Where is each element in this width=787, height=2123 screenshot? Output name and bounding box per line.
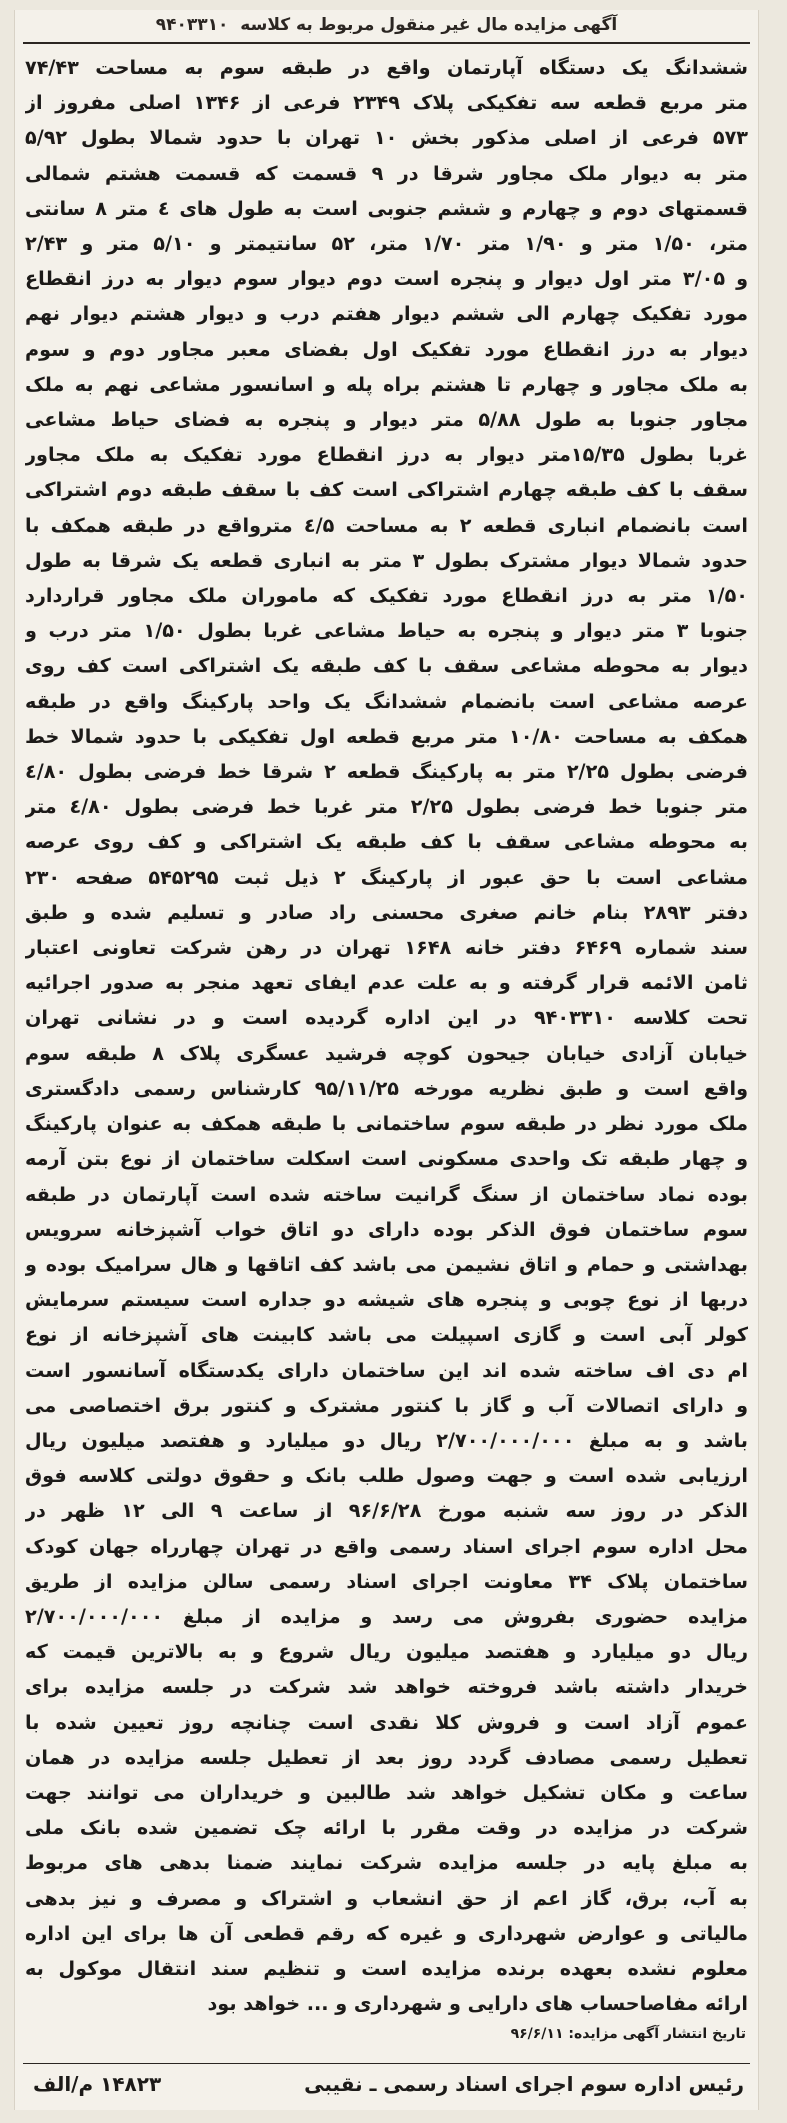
title-text: آگهی مزایده مال غیر منقول مربوط به کلاسه xyxy=(240,15,618,35)
body-line: دیوار به درز انقطاع مورد تفکیک اول بفضای معبر مجاور دوم و سوم xyxy=(25,337,748,361)
notice-page xyxy=(14,10,759,2110)
body-line: به آب، برق، گاز اعم از حق انشعاب و اشتراک و مصرف و نیز بدهی xyxy=(25,1886,748,1910)
publication-dates xyxy=(23,2025,750,2043)
body-line: ریال دو میلیارد و هفتصد میلیون ریال شروع و به بالاترین قیمت که xyxy=(25,1640,748,1664)
body-line: ارائه مفاصاحساب های دارایی و شهرداری و ... خواهد بود xyxy=(207,1992,748,2016)
body-line: متر جنوبا خط فرضی بطول ۲/۲۵ متر غربا خط فرضی بطول ٤/۸۰ متر xyxy=(25,795,748,819)
body-line: فرضی بطول ۲/۲۵ متر به پارکینگ قطعه ۲ شرقا خط فرضی بطول ٤/۸۰ xyxy=(25,760,748,784)
body-line: بهداشتی و حمام و اتاق نشیمن می باشد کف اتاقها و هال سرامیک بوده و xyxy=(25,1252,748,1276)
body-line: ملک مورد نظر در طبقه سوم ساختمانی با طبقه همکف به عنوان پارکینگ xyxy=(25,1112,748,1136)
case-number: ۹۴۰۳۳۱۰ xyxy=(155,15,229,35)
body-line: معلوم نشده بعهده برنده مزایده است و تنظیم سند انتقال موکول به xyxy=(25,1956,748,1980)
body-line: تحت کلاسه ۹۴۰۳۳۱۰ در این اداره گردیده است و در نشانی تهران xyxy=(25,1006,748,1030)
body-line: سند شماره ۶۴۶۹ دفتر خانه ۱۶۴۸ تهران در رهن شرکت تعاونی اعتبار xyxy=(25,936,748,960)
body-line: شرکت در مزایده در وقت مقرر با ارائه چک تضمین شده بانک ملی xyxy=(25,1816,748,1840)
body-line: و ۳/۰۵ متر اول دیوار و پنجره است دوم دیوار سوم دیوار به درز انقطاع xyxy=(25,267,748,291)
body-line: مجاور جنوبا به طول ۵/۸۸ متر دیوار و پنجره به فضای حیاط مشاعی xyxy=(25,408,748,432)
body-line: ثامن الائمه قرار گرفته و به علت عدم ایفای تعهد منجر به صدور اجرائیه xyxy=(25,971,748,995)
notice-title xyxy=(23,10,750,44)
body-line: تعطیل رسمی مصادف گردد روز بعد از تعطیل جلسه مزایده در همان xyxy=(25,1745,748,1769)
body-line: الذکر در روز سه شنبه مورخ ۹۶/۶/۲۸ از ساعت ۹ الی ۱۲ ظهر در xyxy=(25,1499,748,1523)
body-line: ام دی اف ساخته شده اند این ساختمان دارای یکدستگاه آسانسور است xyxy=(25,1358,748,1382)
body-line: و چهار طبقه تک واحدی مسکونی است اسکلت ساختمان از نوع بتن آرمه xyxy=(25,1147,748,1171)
body-line: متر به دیوار ملک مجاور شرقا در ۹ قسمت که قسمت هشتم شمالی xyxy=(25,161,748,185)
notice-body xyxy=(23,50,750,2021)
publish-date: تاریخ انتشار آگهی مزایده: ۹۶/۶/۱۱ xyxy=(510,2026,746,2043)
body-line: متر مربع قطعه سه تفکیکی پلاک ۲۳۴۹ فرعی از ۱۳۴۶ اصلی مفروز از xyxy=(25,91,748,115)
body-line: به ملک مجاور و چهارم تا هشتم براه پله و اسانسور مشاعی نهم به ملک xyxy=(25,372,748,396)
body-line: مزایده حضوری بفروش می رسد و مزایده از مبلغ ۲/۷۰۰/۰۰۰/۰۰۰ xyxy=(25,1604,748,1628)
body-line: دربها از نوع چوبی و پنجره های شیشه دو جداره است سیستم سرمایش xyxy=(25,1288,748,1312)
body-line: خریدار داشته باشد فروخته خواهد شد شرکت در جلسه مزایده برای xyxy=(25,1675,748,1699)
body-line: به محوطه مشاعی سقف با کف طبقه یک اشتراکی و کف روی عرصه xyxy=(25,830,748,854)
notice-footer xyxy=(23,2063,750,2104)
body-line: سقف با کف طبقه چهارم اشتراکی است کف با سقف طبقه دوم اشتراکی xyxy=(25,478,748,502)
body-line: خیابان آزادی خیابان جیحون کوچه فرشید عسگری پلاک ۸ طبقه سوم xyxy=(25,1041,748,1065)
body-line: ساختمان پلاک ۳۴ معاونت اجرای اسناد رسمی سالن مزایده از طریق xyxy=(25,1569,748,1593)
body-line: کولر آبی است و گازی اسپیلت می باشد کابینت های آشپزخانه از نوع xyxy=(25,1323,748,1347)
body-line: و دارای اتصالات آب و گاز با کنتور مشترک و کنتور برق اختصاصی می xyxy=(25,1393,748,1417)
body-line: باشد و به مبلغ ۲/۷۰۰/۰۰۰/۰۰۰ ریال دو میلیارد و هفتصد میلیون ریال xyxy=(25,1428,748,1452)
body-line: ۱/۵۰ متر به درز انقطاع مورد تفکیک که ماموران ملک مجاور قراردارد xyxy=(25,584,748,608)
signer-title: رئیس اداره سوم اجرای اسناد رسمی ـ نقیبی xyxy=(304,2072,744,2096)
body-line: متر، ۱/۵۰ متر و ۱/۹۰ متر ۱/۷۰ متر، ۵۲ سانتیمتر و ۵/۱۰ متر و ۲/۴۳ xyxy=(25,232,748,256)
body-line: عموم آزاد است و فروش کلا نقدی است چنانچه روز تعیین شده با xyxy=(25,1710,748,1734)
body-line: قسمتهای دوم و چهارم و ششم جنوبی است به طول های ٤ متر ۸ سانتی xyxy=(25,196,748,220)
body-line: دیوار به محوطه مشاعی سقف با کف طبقه یک اشتراکی است کف روی xyxy=(25,654,748,678)
body-line: است بانضمام انباری قطعه ۲ به مساحت ٤/۵ مترواقع در طبقه همکف با xyxy=(25,513,748,537)
body-line: به مبلغ پایه در جلسه مزایده شرکت نمایند ضمنا بدهی های مربوط xyxy=(25,1851,748,1875)
notice-code: ۱۴۸۲۳ م/الف xyxy=(33,2072,162,2096)
body-line: ارزیابی شده است و جهت وصول طلب بانک و حقوق دولتی کلاسه فوق xyxy=(25,1464,748,1488)
body-line: دفتر ۲۸۹۳ بنام خانم صغری محسنی راد صادر و تسلیم شده و طبق xyxy=(25,900,748,924)
body-line: سوم ساختمان فوق الذکر بوده دارای دو اتاق خواب آشپزخانه سرویس xyxy=(25,1217,748,1241)
body-line: محل اداره سوم اجرای اسناد رسمی واقع در تهران چهارراه جهان کودک xyxy=(25,1534,748,1558)
body-line: عرصه مشاعی است بانضمام ششدانگ یک واحد پارکینگ واقع در طبقه xyxy=(25,689,748,713)
body-line: همکف به مساحت ۱۰/۸۰ متر مربع قطعه اول تفکیکی با حدود شمالا خط xyxy=(25,724,748,748)
body-line: حدود شمالا دیوار مشترک بطول ۳ متر به انباری قطعه یک شرقا به طول xyxy=(25,548,748,572)
body-line: غربا بطول ۱۵/۳۵متر دیوار به درز انقطاع مورد تفکیک به ملک مجاور xyxy=(25,443,748,467)
body-line: ۵۷۳ فرعی از اصلی مذکور بخش ۱۰ تهران با حدود شمالا بطول ۵/۹۲ xyxy=(25,126,748,150)
body-line: واقع است و طبق نظریه مورخه ۹۵/۱۱/۲۵ کارشناس رسمی دادگستری xyxy=(25,1076,748,1100)
body-line: بوده نماد ساختمان از سنگ گرانیت ساخته شده است آپارتمان در طبقه xyxy=(25,1182,748,1206)
body-line: ساعت و مکان تشکیل خواهد شد طالبین و خریداران می توانند جهت xyxy=(25,1780,748,1804)
body-line: مشاعی است با حق عبور از پارکینگ ۲ ذیل ثبت ۵۴۵۲۹۵ صفحه ۲۳۰ xyxy=(25,865,748,889)
body-line: مورد تفکیک چهارم الی ششم دیوار هفتم درب و دیوار هشتم دیوار نهم xyxy=(25,302,748,326)
body-line: مالیاتی و عوارض شهرداری و غیره که رقم قطعی آن ها برای این اداره xyxy=(25,1921,748,1945)
body-line: جنوبا ۳ متر دیوار و پنجره به حیاط مشاعی غربا بطول ۱/۵۰ متر درب و xyxy=(25,619,748,643)
body-line: ششدانگ یک دستگاه آپارتمان واقع در طبقه سوم به مساحت ۷۴/۴۳ xyxy=(25,56,748,79)
